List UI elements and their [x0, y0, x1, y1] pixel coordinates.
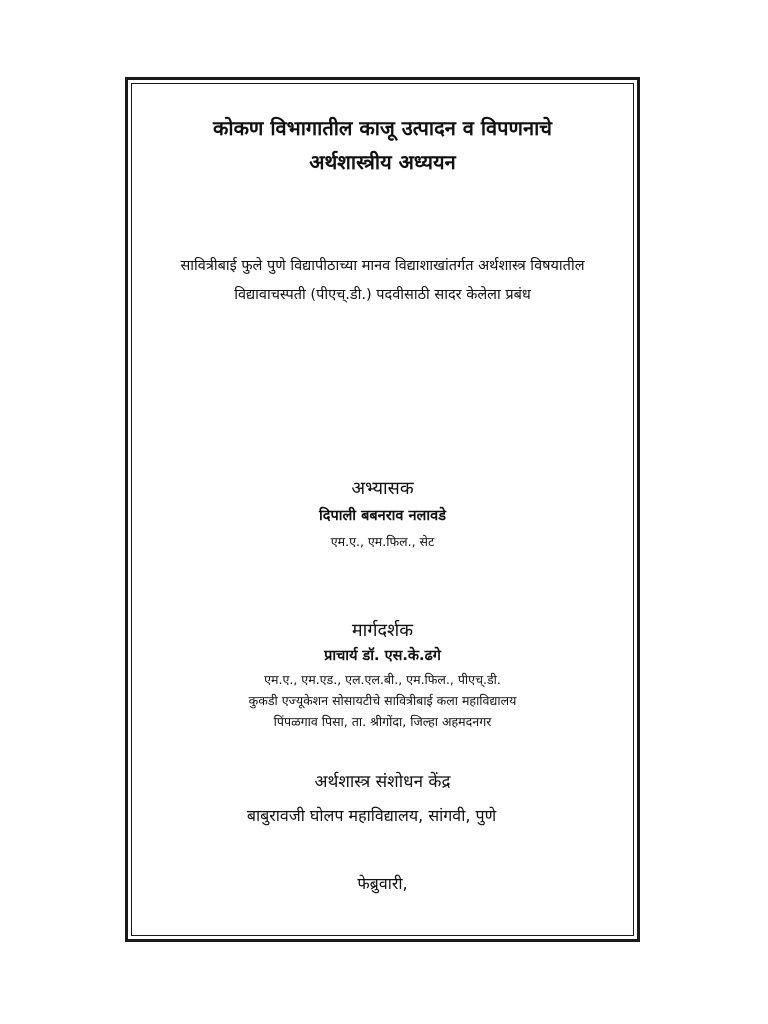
submission-date: फेब्रुवारी,: [357, 874, 408, 893]
guide-address: पिंपळगाव पिसा, ता. श्रीगोंदा, जिल्हा अहमदनगर: [273, 714, 492, 729]
guide-qualifications: एम.ए., एम.एड., एल.एल.बी., एम.फिल., पीएच्.डी.: [264, 672, 501, 687]
submission-statement-line-1: सावित्रीबाई फुले पुणे विद्यापीठाच्या मानव विद्याशाखांतर्गत अर्थशास्त्र विषयातील: [180, 258, 585, 274]
thesis-title-line-2: अर्थशास्त्रीय अध्ययन: [309, 150, 456, 174]
guide-role-label: मार्गदर्शक: [351, 620, 414, 641]
guide-institution: कुकडी एज्यूकेशन सोसायटीचे सावित्रीबाई कला महाविद्यालय: [248, 693, 517, 708]
researcher-name: दिपाली बबनराव नलावडे: [319, 508, 446, 524]
submission-statement-line-2: विद्यावाचस्पती (पीएच्.डी.) पदवीसाठी सादर केलेला प्रबंध: [234, 287, 531, 303]
researcher-role-label: अभ्यासक: [351, 478, 414, 499]
research-center-name: अर्थशास्त्र संशोधन केंद्र: [314, 772, 451, 792]
guide-name: प्राचार्य डॉ. एस.के.ढगे: [324, 648, 441, 664]
research-center-college: बाबुरावजी घोलप महाविद्यालय, सांगवी, पुणे: [246, 806, 497, 825]
thesis-title-line-1: कोकण विभागातील काजू उत्पादन व विपणनाचे: [213, 116, 552, 140]
researcher-qualifications: एम.ए., एम.फिल., सेट: [330, 534, 435, 549]
